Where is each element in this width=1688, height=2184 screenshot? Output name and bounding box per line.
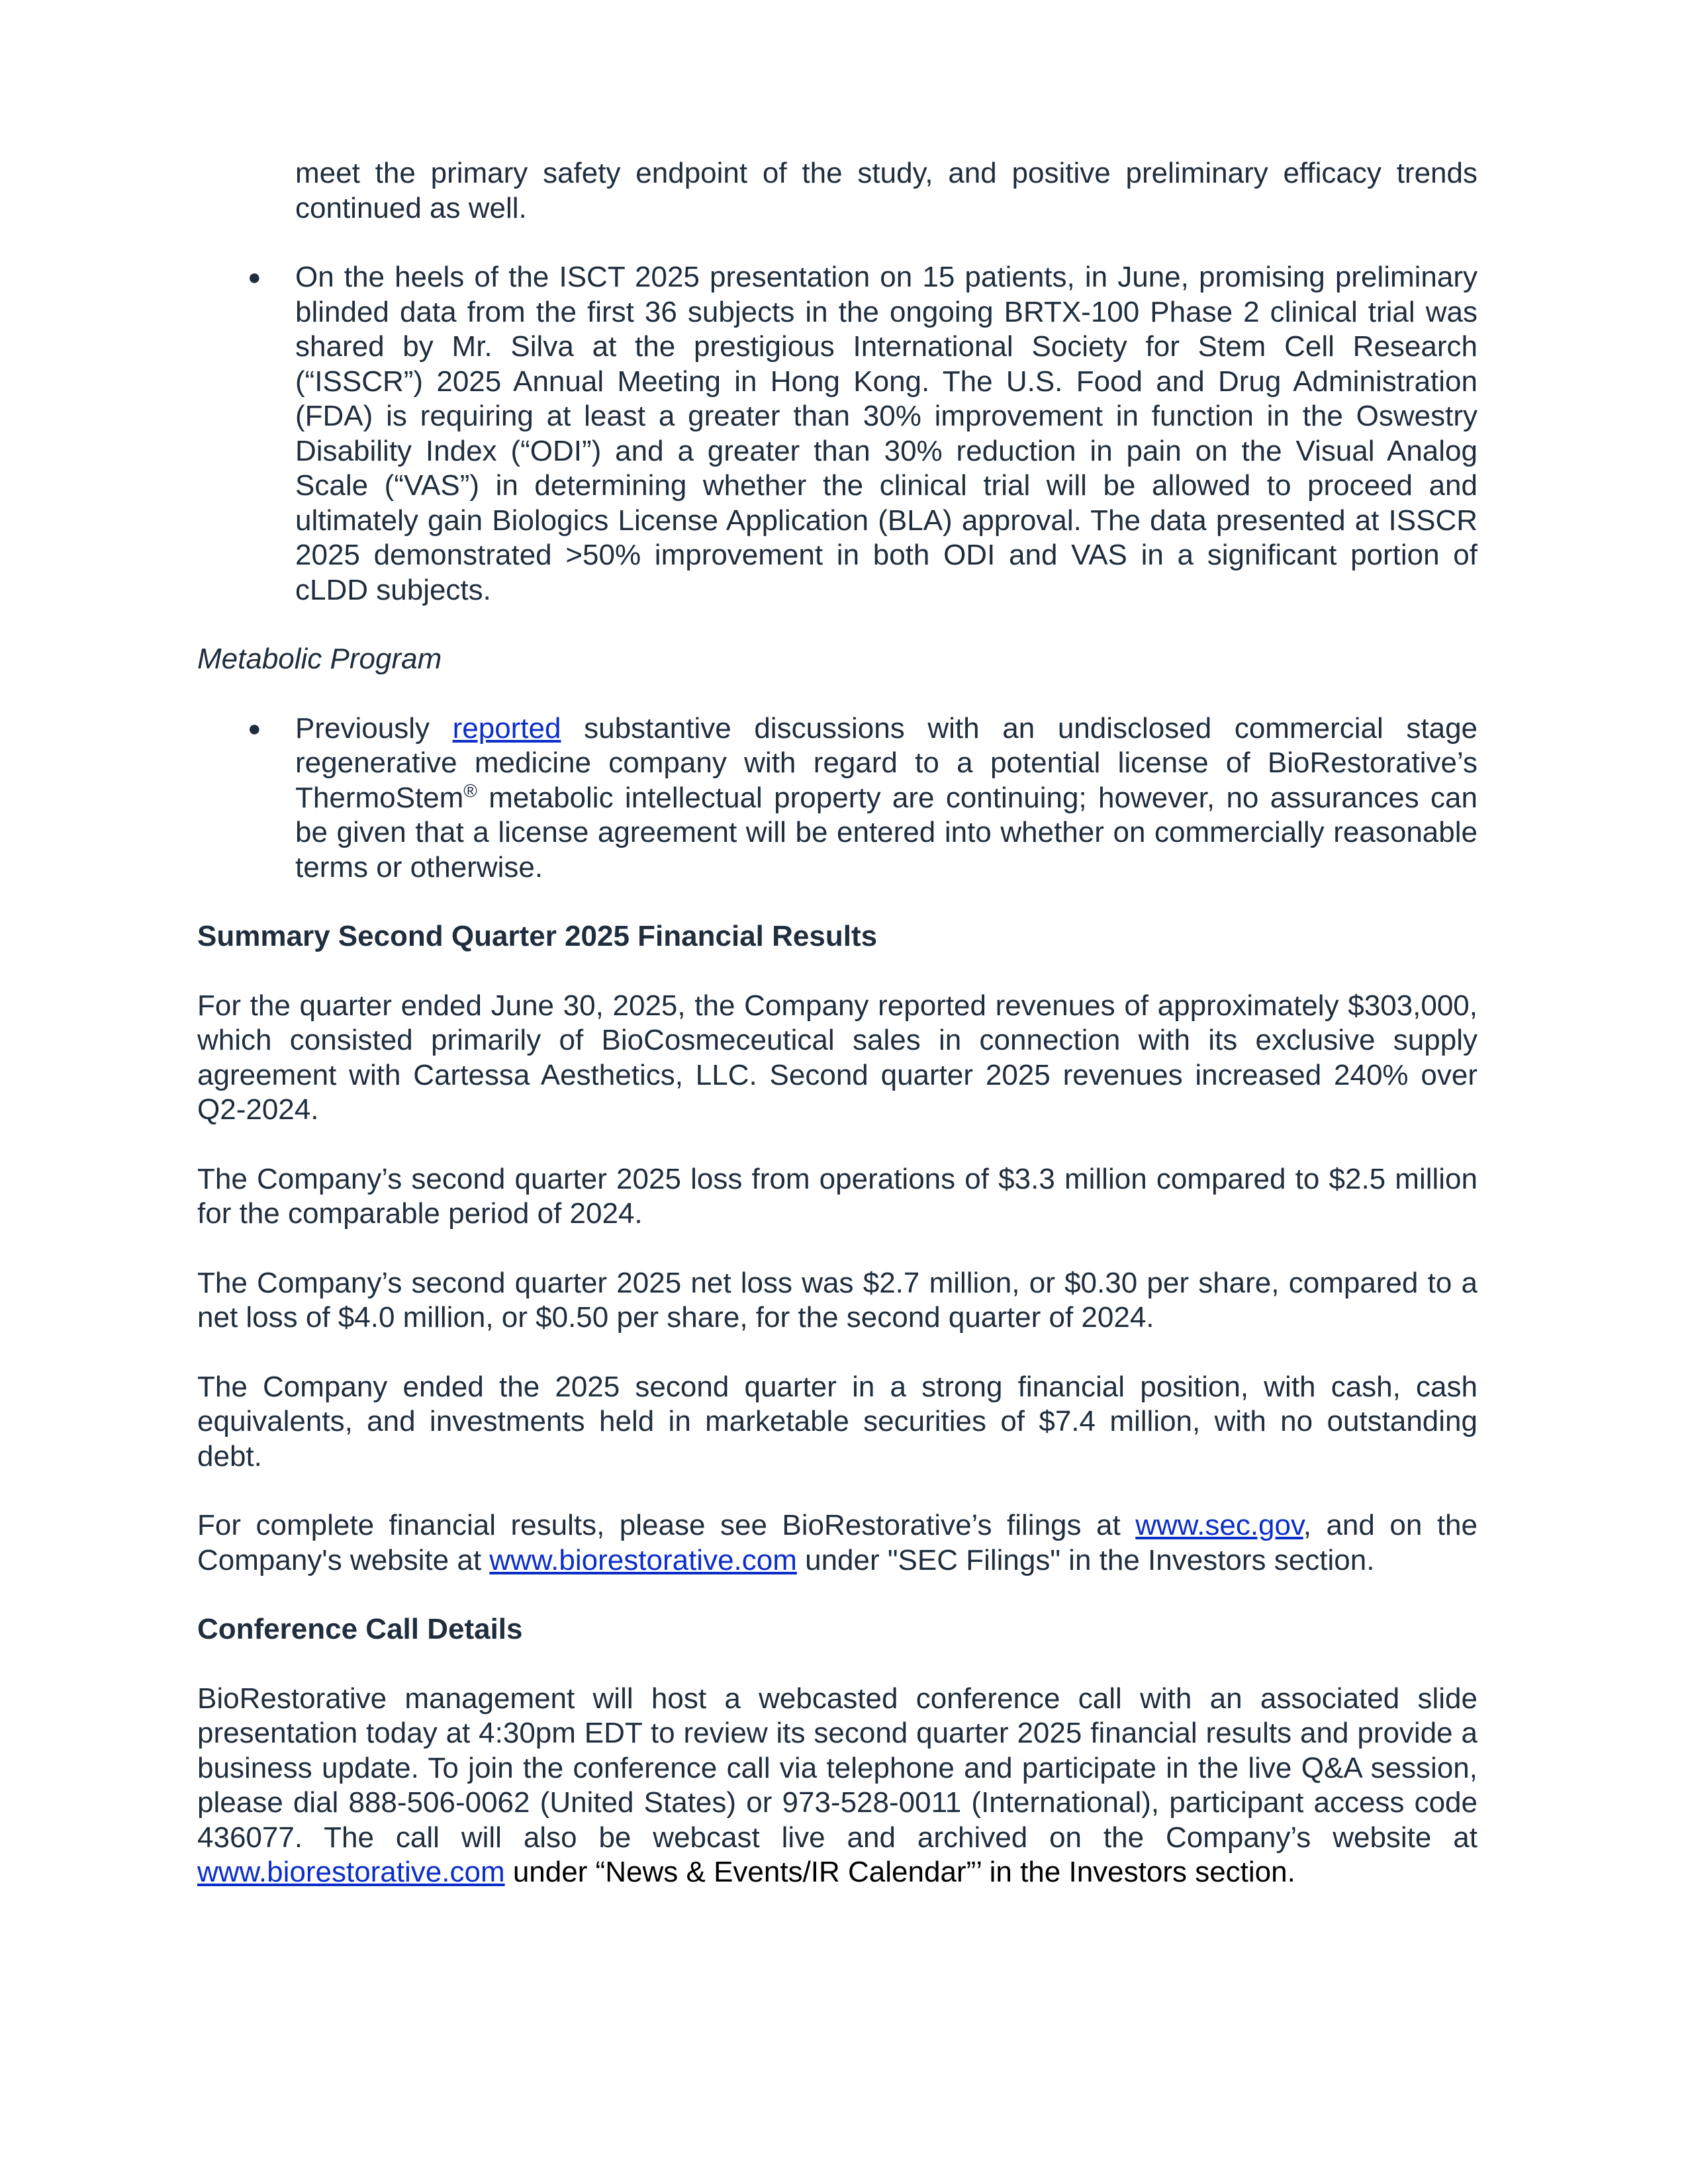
reported-link[interactable]: reported	[452, 711, 561, 745]
clinical-bullet-text: On the heels of the ISCT 2025 presentation on 15 patients, in June, promising preliminary blinded data from the first 36 subjects in the ongoing BRTX-100 Phase 2 clinical trial was shared by Mr. Silva at the prestigious International Society for Stem Cell Research (“ISSCR”) 2025 Annual Meeting in Hong Kong. The U.S. Food and Drug Administration (FDA) is requiring at least a greater than 30% improvement in function in the Oswestry Disability Index (“ODI”) and a greater than 30% reduction in pain on the Visual Analog Scale (“VAS”) in determining whether the clinical trial will be allowed to proceed and ultimately gain Biologics License Application (BLA) approval. The data presented at ISSCR 2025 demonstrated >50% improvement in both ODI and VAS in a significant portion of cLDD subjects.	[295, 261, 1477, 606]
cash-position-paragraph: The Company ended the 2025 second quarter in a strong financial position, with cash, cash equivalents, and investments held in marketable securities of $7.4 million, with no outstanding debt.	[197, 1370, 1477, 1473]
continuation-paragraph: meet the primary safety endpoint of the study, and positive preliminary efficacy trends continued as well.	[295, 157, 1477, 224]
conference-text: BioRestorative management will host a webcasted conference call with an associated slide presentation today at 4:30pm EDT to review its second quarter 2025 financial results and provide a business update. To join the conference call via telephone and participate in the live Q&A session, please dial 888-506-0062 (United States) or 973-528-0011 (International), participant access code 436077. The call will also be webcast live and archived on the Company’s website at	[197, 1682, 1477, 1854]
conference-call-paragraph	[197, 1682, 1477, 1890]
filings-paragraph	[197, 1508, 1477, 1578]
metabolic-bullet-text	[295, 711, 1477, 886]
filings-text-post: under "SEC Filings" in the Investors section.	[796, 1543, 1375, 1576]
revenue-paragraph: For the quarter ended June 30, 2025, the Company reported revenues of approximately $303,000, which consisted primarily of BioCosmeceutical sales in connection with its exclusive supply agreement with Cartessa Aesthetics, LLC. Second quarter 2025 revenues increased 240% over Q2-2024.	[197, 989, 1477, 1126]
financial-results-heading: Summary Second Quarter 2025 Financial Results	[197, 920, 878, 952]
metabolic-text-post: metabolic intellectual property are continuing; however, no assurances can be given that a license agreement will be entered into whether on commercially reasonable terms or otherwise.	[295, 781, 1477, 884]
metabolic-bullet-list	[197, 711, 1477, 886]
conference-text-post: under “News & Events/IR Calendar”’ in the Investors section.	[504, 1856, 1295, 1888]
metabolic-text-pre: Previously	[295, 711, 453, 745]
operations-loss-paragraph: The Company’s second quarter 2025 loss from operations of $3.3 million compared to $2.5 million for the comparable period of 2024.	[197, 1162, 1477, 1230]
biorestorative-website-link[interactable]: www.biorestorative.com	[489, 1543, 797, 1576]
metabolic-bullet-item	[197, 711, 1477, 886]
conference-call-heading: Conference Call Details	[197, 1613, 523, 1645]
filings-text-mid: , and on the Company's website at	[197, 1509, 1477, 1576]
metabolic-program-heading: Metabolic Program	[197, 643, 442, 675]
filings-text-pre: For complete financial results, please see BioRestorative’s filings at	[197, 1509, 1136, 1541]
bullet-icon: ●	[248, 265, 261, 290]
sec-gov-link[interactable]: www.sec.gov	[1135, 1509, 1303, 1541]
press-release-page	[197, 156, 1477, 1890]
registered-mark: ®	[463, 780, 477, 801]
bullet-icon: ●	[248, 715, 261, 741]
biorestorative-website-link[interactable]: www.biorestorative.com	[197, 1856, 505, 1888]
clinical-bullet-item	[197, 260, 1477, 608]
clinical-bullet-list	[197, 260, 1477, 608]
net-loss-paragraph: The Company’s second quarter 2025 net loss was $2.7 million, or $0.30 per share, compared to a net loss of $4.0 million, or $0.50 per share, for the second quarter of 2024.	[197, 1266, 1477, 1334]
metabolic-text-mid: substantive discussions with an undisclosed commercial stage regenerative medicine company with regard to a potential license of BioRestorative’s ThermoStem	[295, 711, 1478, 814]
